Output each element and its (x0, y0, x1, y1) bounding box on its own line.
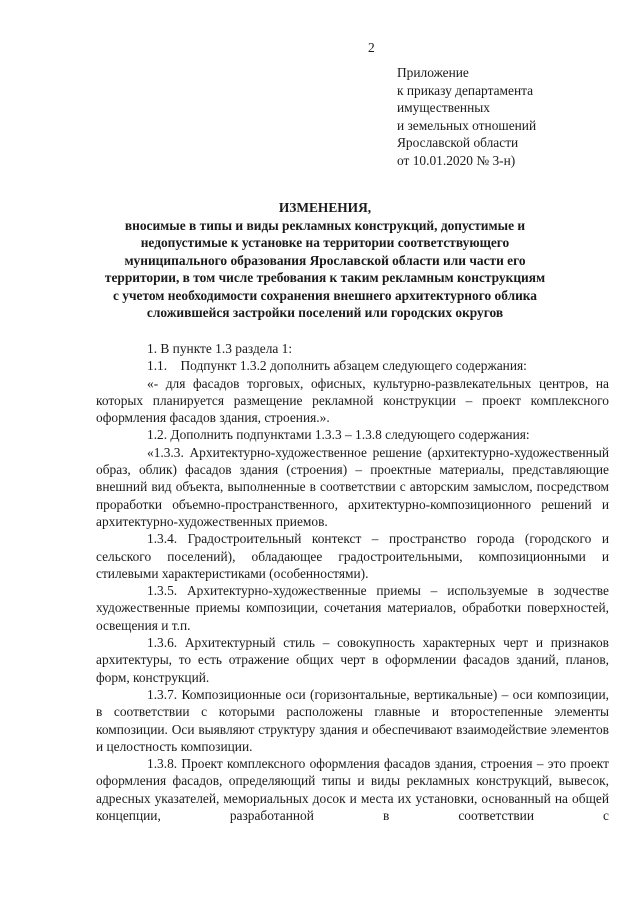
appendix-line: имущественных (397, 100, 490, 116)
paragraph: 1.1. Подпункт 1.3.2 дополнить абзацем следующего содержания: (147, 358, 527, 374)
title-line: недопустимые к установке на территории соответствующего (140, 235, 510, 250)
title-line: муниципального образования Ярославской области или части его (124, 252, 526, 268)
paragraph: 1. В пункте 1.3 раздела 1: (147, 341, 293, 356)
document-body (96, 340, 609, 824)
appendix-note (397, 64, 627, 170)
paragraph: 1.3.4. Градостроительный контекст – пространство города (городского и сельского поселений), обладающее градостроительными, композиционными и стилевыми характеристиками (особенностями). (96, 531, 609, 581)
paragraph: 1.3.6. Архитектурный стиль – совокупность характерных черт и признаков архитектуры, то есть отражение общих черт в оформлении фасадов зданий, планов, форм, конструкций. (96, 635, 609, 685)
title-line: сложившейся застройки поселений или городских округов (146, 305, 504, 320)
title-line: территории, в том числе требования к таким рекламным конструкциям (104, 270, 546, 285)
appendix-line: Ярославской области (397, 135, 519, 151)
appendix-line: Приложение (397, 65, 469, 80)
paragraph: 1.3.7. Композиционные оси (горизонтальные, вертикальные) – оси композиции, в соответствии с которыми расположены главные и второстепенные элементы композиции. Оси выявляют структуру здания и обеспечивают взаимодействие элементов и целостность композиции. (96, 686, 609, 754)
title-line: с учетом необходимости сохранения внешнего архитектурного облика (112, 287, 538, 303)
appendix-line: от 10.01.2020 № 3-н) (397, 152, 516, 168)
appendix-line: к приказу департамента (397, 82, 534, 98)
page-number: 2 (368, 40, 375, 55)
document-title (85, 199, 565, 322)
paragraph: 1.2. Дополнить подпунктами 1.3.3 – 1.3.8 следующего содержания: (147, 427, 530, 443)
title-heading: ИЗМЕНЕНИЯ, (278, 200, 372, 215)
paragraph: «- для фасадов торговых, офисных, культурно-развлекательных центров, на которых планируется размещение рекламной конструкции – проект комплексного оформления фасадов здания, строения.». (96, 375, 609, 426)
paragraph: 1.3.5. Архитектурно-художественные приемы – используемые в зодчестве художественные приемы композиции, сочетания материалов, обработки поверхностей, освещения и т.п. (96, 583, 609, 633)
paragraph: «1.3.3. Архитектурно-художественное решение (архитектурно-художественный образ, облик) фасадов здания (строения) – проектные материалы, представляющие внешний вид объекта, выполненные в соответствии с авторским замыслом, посредством проработки объемно-пространственного, архитектурно-композиционного решений и архитектурно-художественных приемов. (96, 444, 609, 529)
title-line: вносимые в типы и виды рекламных конструкций, допустимые и (124, 217, 526, 233)
paragraph: 1.3.8. Проект комплексного оформления фасадов здания, строения – это проект оформления фасадов, определяющий типы и виды рекламных конструкций, вывесок, адресных указателей, мемориальных досок и места их установки, основанный на общей концепции, разработанной в соответствии с (96, 756, 609, 824)
appendix-line: и земельных отношений (397, 117, 537, 133)
